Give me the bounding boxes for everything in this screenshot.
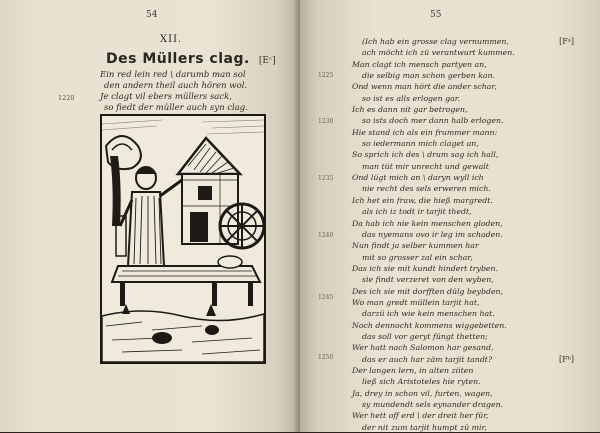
verse-line <box>352 115 592 126</box>
verse-line-text: so ist es alls erlogen gar. <box>362 93 461 103</box>
woodcut-miller-illustration <box>100 114 266 364</box>
line-number: 1230 <box>318 118 334 125</box>
woodcut-image <box>102 116 264 362</box>
left-page <box>0 0 300 432</box>
verse-line <box>352 59 592 70</box>
verse-line <box>352 240 592 251</box>
intro-line: Je clagt vil ebers müllers sack, <box>100 92 232 102</box>
intro-line: so fiedt der müller auch syn clag. <box>104 103 248 113</box>
verse-line-text: Das ich sie mit kundt hindert tryben. <box>352 263 499 273</box>
verse-line <box>352 286 592 297</box>
right-page-number: 55 <box>430 10 442 20</box>
verse-line-text: Nun findt ja selber kummen har <box>352 241 479 251</box>
verse-line-text: Ich het ein fraw, die hieß margredt. <box>352 195 493 205</box>
verse-line-text: Ond lügt mich an \ daryn wyll ich <box>352 173 484 183</box>
verse-line <box>352 308 592 319</box>
verse-line <box>352 331 592 342</box>
verse-line <box>352 104 592 115</box>
line-number: 1240 <box>318 232 334 239</box>
verse-line <box>352 127 592 138</box>
verse-line-text: (Ich hab ein grosse clag vernummen, <box>362 37 509 46</box>
verse-line <box>352 206 592 217</box>
verse-line-text: mit so grosser zal ein schar, <box>362 252 473 262</box>
verse-line <box>352 183 592 194</box>
verse-line <box>352 81 592 92</box>
verse-line-text: das er auch har zäm tarjit tandt? <box>362 354 493 364</box>
intro-line: den andern theil auch hören wol. <box>104 81 248 91</box>
verse-line <box>352 410 592 421</box>
verse-line-text: Ond wenn man hört die ander schar, <box>352 82 497 92</box>
verse-line <box>352 399 592 410</box>
verse-line-text: so iedermann mich claget an, <box>362 139 479 149</box>
line-number: 1245 <box>318 294 334 301</box>
title-row <box>106 48 276 67</box>
verse-line-text: Des ich sie mit dorfften dülg beybden, <box>352 286 504 296</box>
signature-mark: [Eᶜ] <box>258 56 276 66</box>
verse-line <box>352 274 592 285</box>
verse-line <box>352 365 592 376</box>
verse-line-text: Da hab ich nie kein menschen gloden, <box>352 218 503 228</box>
verse-line <box>352 320 592 331</box>
signature-mark: [Fᵇ] <box>559 354 574 364</box>
verse-line <box>352 297 592 308</box>
verse-line-text: ach möcht ich zü verantwurt kummen. <box>362 48 515 58</box>
verse-line <box>352 388 592 399</box>
verse-line-text: Wer hett off erd \ der dreit her für, <box>352 411 489 421</box>
verse-line-text: Ich es dann nit gar betrogen, <box>352 105 468 115</box>
verse-line <box>352 342 592 353</box>
verse-line-text: sy mundendt sels eynander dragen. <box>362 400 504 409</box>
verse-line <box>352 36 592 47</box>
verse-line-text: Ja, drey in schon vil, furten, wagen, <box>352 388 493 398</box>
verse-line-text: so ists doch mer dann halb erlogen. <box>362 116 504 126</box>
verse-line-text: Noch dennocht kommens wiggebetten. <box>352 320 507 330</box>
verse-line-text: darzü ich wie kein menschen hat. <box>362 309 495 319</box>
verse-line-text: das nyemans ovo ir leg im schaden. <box>362 229 503 239</box>
verse-line-text: nie recht des sels erweren mich. <box>362 184 491 194</box>
signature-mark: [Fᵃ] <box>559 37 574 46</box>
verse-line-text: Der langen lern, in alten ziiten <box>352 365 474 375</box>
verse-line-text: sie findt verzeret von den wyben, <box>362 275 494 285</box>
verse-line-text: das soll vor geryt füngt thetten; <box>362 331 488 341</box>
verse-line-text: Hie stand ich als ein frummer mann: <box>352 127 498 137</box>
line-number: 1220 <box>58 94 75 102</box>
verse-line <box>352 263 592 274</box>
verse-line <box>352 218 592 229</box>
verse-line <box>352 93 592 104</box>
verse-line <box>352 229 592 240</box>
verse-line-text: die selbig man schon gerben kan. <box>362 71 496 81</box>
left-page-number: 54 <box>146 10 158 20</box>
verse-line <box>352 161 592 172</box>
verse-line <box>352 376 592 387</box>
chapter-title: Des Müllers clag. <box>106 51 250 67</box>
line-number: 1225 <box>318 72 334 79</box>
line-number: 1235 <box>318 175 334 182</box>
verse-column <box>352 36 592 433</box>
verse-line <box>352 47 592 58</box>
intro-line: Ein red lein red \ darumb man sol <box>100 70 246 80</box>
verse-line <box>352 195 592 206</box>
verse-line-text: Man clagt ich mensch partyen an, <box>352 59 487 69</box>
verse-line <box>352 172 592 183</box>
line-number: 1250 <box>318 354 334 361</box>
chapter-number: XII. <box>160 34 183 45</box>
verse-line-text: So sprich ich des \ drum sag ich hall, <box>352 150 499 160</box>
verse-line-text: als ich iz todt ir tarjit thedt, <box>362 207 472 217</box>
verse-line <box>352 138 592 149</box>
verse-line <box>352 252 592 263</box>
verse-line <box>352 149 592 160</box>
verse-line <box>352 422 592 433</box>
verse-line-text: ließ sich Aristoteles hie ryten. <box>362 377 481 387</box>
verse-line-text: man tüt mir unrecht und gewalt <box>362 161 489 171</box>
verse-line-text: Wer hatt nach Salomon har gesand, <box>352 343 494 353</box>
verse-line-text: der nit zum tarjit humpt zü mir, <box>362 422 487 432</box>
verse-line <box>352 354 592 365</box>
intro-verse <box>100 70 290 114</box>
verse-line-text: Wo man gredt müllein tarjit hat, <box>352 297 480 307</box>
verse-line <box>352 70 592 81</box>
